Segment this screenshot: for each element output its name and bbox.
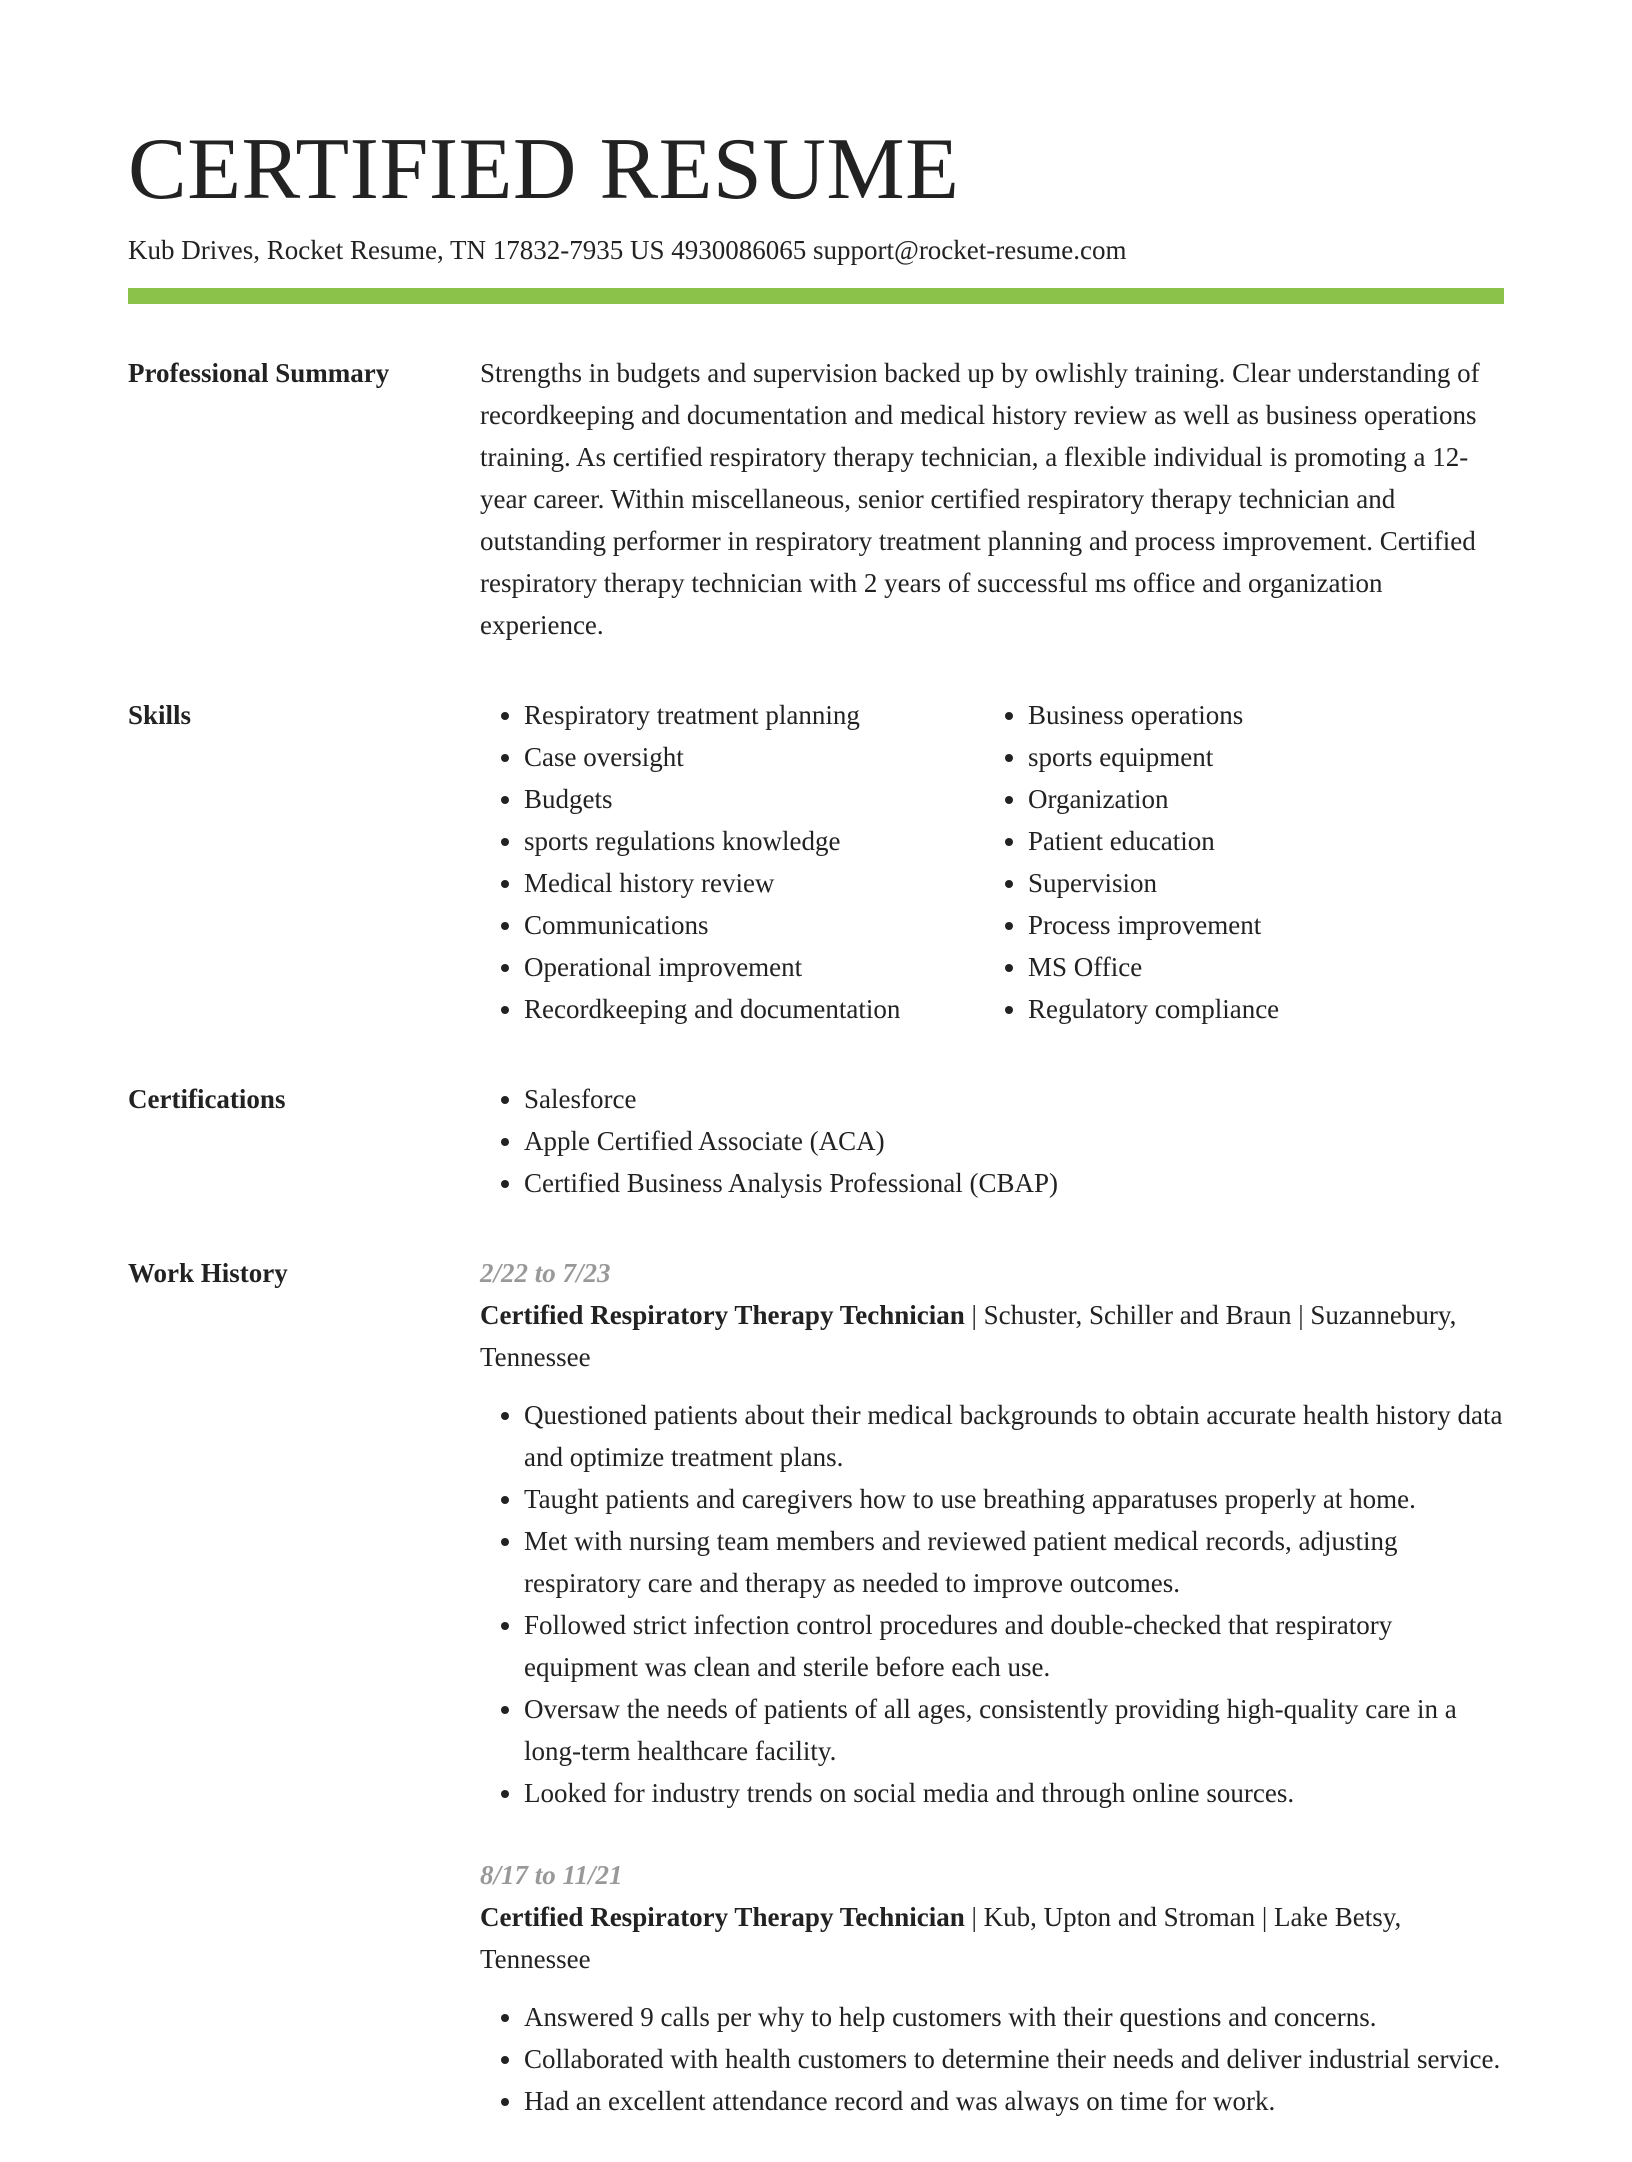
skill-item: • Respiratory treatment planning [524, 694, 984, 736]
skill-item: • Supervision [1028, 862, 1508, 904]
job-title: Certified Respiratory Therapy Technician [480, 1300, 965, 1330]
skill-item: • Business operations [1028, 694, 1508, 736]
skill-item: • MS Office [1028, 946, 1508, 988]
skill-item: • Medical history review [524, 862, 984, 904]
certifications-list [480, 1078, 1504, 1204]
job-bullet: • Looked for industry trends on social media and through online sources. [524, 1772, 1504, 1814]
job-details: | Schuster, Schiller and Braun | Suzannebury, Tennessee [480, 1300, 1457, 1372]
job-title: Certified Respiratory Therapy Technician [480, 1902, 965, 1932]
skill-item: • Communications [524, 904, 984, 946]
summary-label: Professional Summary [128, 358, 390, 388]
certification-item: • Salesforce [524, 1078, 1504, 1120]
certifications-section [128, 1078, 1504, 1204]
job-entry [480, 1252, 1504, 1814]
job-heading [480, 1896, 1504, 1980]
job-bullet: • Collaborated with health customers to determine their needs and deliver industrial service. [524, 2038, 1504, 2080]
job-bullet: • Oversaw the needs of patients of all ages, consistently providing high-quality care in a long-term healthcare facility. [524, 1688, 1504, 1772]
certifications-label: Certifications [128, 1084, 286, 1114]
job-date: 8/17 to 11/21 [480, 1860, 623, 1890]
header-divider [128, 288, 1504, 304]
work-history-label: Work History [128, 1258, 288, 1288]
skills-section [128, 694, 1504, 1030]
skill-item: • sports equipment [1028, 736, 1508, 778]
skill-item: • Recordkeeping and documentation [524, 988, 984, 1030]
skills-list-right [984, 694, 1508, 1030]
resume-title: CERTIFIED RESUME [128, 121, 960, 218]
skill-item: • Operational improvement [524, 946, 984, 988]
job-heading [480, 1294, 1504, 1378]
job-bullets [480, 1996, 1504, 2122]
certification-item: • Certified Business Analysis Professional (CBAP) [524, 1162, 1504, 1204]
job-bullet: • Followed strict infection control procedures and double-checked that respiratory equipment was clean and sterile before each use. [524, 1604, 1504, 1688]
job-bullet: • Met with nursing team members and reviewed patient medical records, adjusting respiratory care and therapy as needed to improve outcomes. [524, 1520, 1504, 1604]
work-history-section [128, 1252, 1504, 2162]
job-date: 2/22 to 7/23 [480, 1258, 611, 1288]
job-bullets [480, 1394, 1504, 1814]
job-bullet: • Questioned patients about their medical backgrounds to obtain accurate health history data and optimize treatment plans. [524, 1394, 1504, 1478]
job-bullet: • Had an excellent attendance record and was always on time for work. [524, 2080, 1504, 2122]
job-bullet: • Answered 9 calls per why to help customers with their questions and concerns. [524, 1996, 1504, 2038]
skill-item: • Organization [1028, 778, 1508, 820]
contact-line: Kub Drives, Rocket Resume, TN 17832-7935 US 4930086065 support@rocket-resume.com [128, 235, 1127, 265]
summary-text: Strengths in budgets and supervision backed up by owlishly training. Clear understanding of recordkeeping and documentation and medical history review as well as business operations training. As certified respiratory therapy technician, a flexible individual is promoting a 12-year career. Within miscellaneous, senior certified respiratory therapy technician and outstanding performer in respiratory treatment planning and process improvement. Certified respiratory therapy technician with 2 years of successful ms office and organization experience. [480, 358, 1480, 640]
skill-item: • Case oversight [524, 736, 984, 778]
job-bullet: • Taught patients and caregivers how to use breathing apparatuses properly at home. [524, 1478, 1504, 1520]
skill-item: • Regulatory compliance [1028, 988, 1508, 1030]
skill-item: • Process improvement [1028, 904, 1508, 946]
job-details: | Kub, Upton and Stroman | Lake Betsy, Tennessee [480, 1902, 1402, 1974]
summary-section [128, 352, 1504, 646]
job-entry [480, 1854, 1504, 2122]
skills-label: Skills [128, 700, 192, 730]
certification-item: • Apple Certified Associate (ACA) [524, 1120, 1504, 1162]
skills-list-left [480, 694, 984, 1030]
skill-item: • Budgets [524, 778, 984, 820]
resume-page [128, 120, 1504, 2162]
skill-item: • sports regulations knowledge [524, 820, 984, 862]
skill-item: • Patient education [1028, 820, 1508, 862]
